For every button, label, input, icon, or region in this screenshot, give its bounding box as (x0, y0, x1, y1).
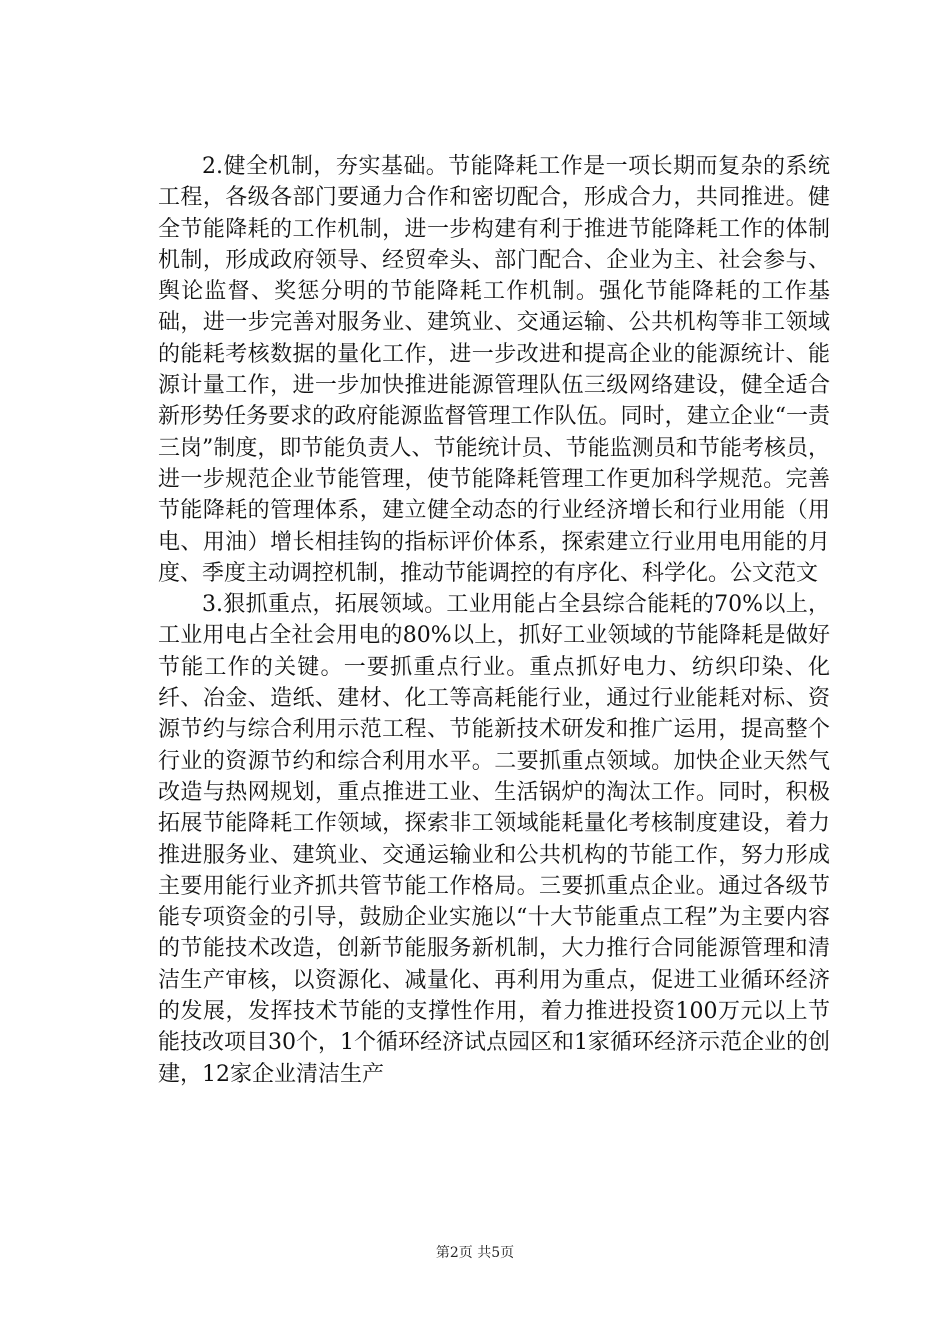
paragraph-key-areas: 3.狠抓重点，拓展领域。工业用能占全县综合能耗的70%以上，工业用电占全社会用电的80%以上，抓好工业领域的节能降耗是做好节能工作的关键。一要抓重点行业。重点抓好电力、纺织印染、化纤、冶金、造纸、建材、化工等高耗能行业，通过行业能耗对标、资源节约与综合利用示范工程、节能新技术研发和推广运用，提高整个行业的资源节约和综合利用水平。二要抓重点领域。加快企业天然气改造与热网规划，重点推进工业、生活锅炉的淘汰工作。同时，积极拓展节能降耗工作领域，探索非工领域能耗量化考核制度建设，着力推进服务业、建筑业、交通运输业和公共机构的节能工作，努力形成主要用能行业齐抓共管节能工作格局。三要抓重点企业。通过各级节能专项资金的引导，鼓励企业实施以“十大节能重点工程”为主要内容的节能技术改造，创新节能服务新机制，大力推行合同能源管理和清洁生产审核，以资源化、减量化、再利用为重点，促进工业循环经济的发展，发挥技术节能的支撑性作用，着力推进投资100万元以上节能技改项目30个，1个循环经济试点园区和1家循环经济示范企业的创建，12家企业清洁生产 (158, 592, 830, 1087)
document-body (158, 151, 830, 1090)
page-number-footer: 第2页 共5页 (435, 1245, 515, 1261)
paragraph-mechanism: 2.健全机制，夯实基础。节能降耗工作是一项长期而复杂的系统工程，各级各部门要通力合作和密切配合，形成合力，共同推进。健全节能降耗的工作机制，进一步构建有利于推进节能降耗工作的体制机制，形成政府领导、经贸牵头、部门配合、企业为主、社会参与、舆论监督、奖惩分明的节能降耗工作机制。强化节能降耗的工作基础，进一步完善对服务业、建筑业、交通运输、公共机构等非工领域的能耗考核数据的量化工作，进一步改进和提高企业的能源统计、能源计量工作，进一步加快推进能源管理队伍三级网络建设，健全适合新形势任务要求的政府能源监督管理工作队伍。同时，建立企业“一责三岗”制度，即节能负责人、节能统计员、节能监测员和节能考核员，进一步规范企业节能管理，使节能降耗管理工作更加科学规范。完善节能降耗的管理体系，建立健全动态的行业经济增长和行业用能（用电、用油）增长相挂钩的指标评价体系，探索建立行业用电用能的月度、季度主动调控机制，推动节能调控的有序化、科学化。公文范文 (158, 154, 830, 586)
